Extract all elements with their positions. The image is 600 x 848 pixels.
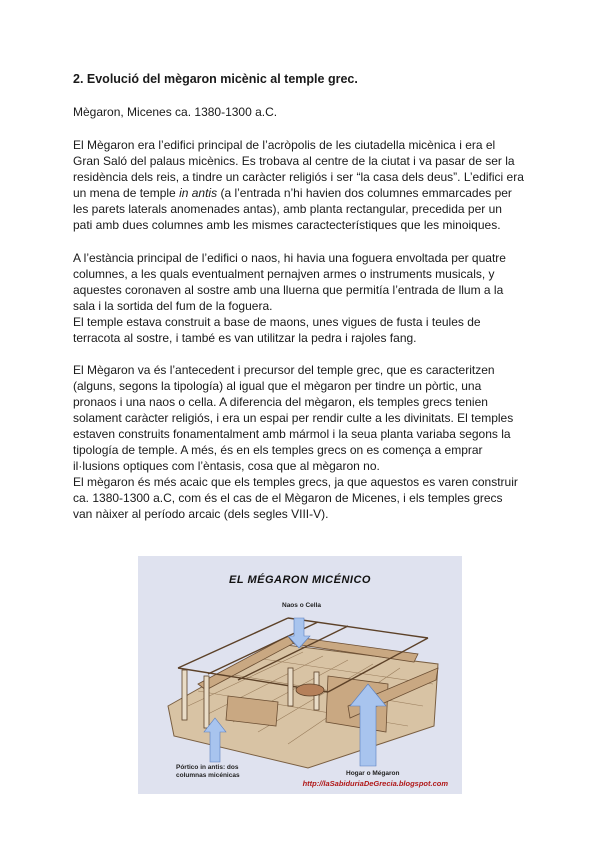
paragraph-line: les parets laterals anomenades antas), amb planta rectangular, precedida per un — [73, 202, 502, 216]
paragraph-line — [73, 185, 528, 201]
paragraph-line: El Mègaron va és l’antecedent i precursor del temple grec, que es caracteritzen — [73, 363, 495, 377]
label-hogar: Hogar o Mégaron — [346, 770, 400, 777]
paragraph-line: van nàixer al período arcaic (dels segles VIII-V). — [73, 507, 329, 521]
paragraph-line: sala i la sortida del fum de la foguera. — [73, 299, 273, 313]
paragraph-line: tipología de temple. A més, és en els temples grecs on es comença a emprar — [73, 443, 483, 457]
paragraph-line: El mègaron és més acaic que els temples grecs, ja que aquestos es varen construir — [73, 475, 518, 489]
paragraph-2 — [73, 250, 528, 346]
paragraph-line: il·lusions optiques com l’èntasis, cosa que al mègaron no. — [73, 459, 380, 473]
paragraph-line: solament caràcter religiós, i era un espai per rendir culte a les divinitats. El temples — [73, 411, 514, 425]
label-portico-line: Pórtico in antis: dos — [176, 764, 239, 771]
paragraph-line: terracota al sostre, i també es van utilitzar la pedra i rajoles fang. — [73, 331, 417, 345]
section-heading: 2. Evolució del mègaron micènic al temple grec. — [73, 72, 358, 86]
paragraph-line: El Mègaron era l’edifici principal de l’acròpolis de les ciutadella micènica i era el — [73, 138, 496, 152]
megaron-figure — [138, 556, 462, 794]
paragraph-line: estaven construits fonamentalment amb mármol i la seua planta variaba segons la — [73, 427, 511, 441]
paragraph-line: pati amb dues columnes amb les mismes caractecterístiques que les minoiques. — [73, 218, 501, 232]
label-portico-line: columnas micénicas — [176, 772, 240, 779]
paragraph-line: residència dels reis, a tindre un caràcter religiós i ser “la casa dels deus”. L’edifici era — [73, 170, 524, 184]
label-naos: Naos o Cella — [282, 602, 322, 609]
text-run: un mena de temple — [73, 186, 180, 200]
subtitle: Mègaron, Micenes ca. 1380-1300 a.C. — [73, 105, 278, 119]
figure-title: EL MÉGARON MICÉNICO — [229, 574, 371, 586]
paragraph-line: aquestes coronaven al sostre amb una lluerna que permitía l’entrada de llum a la — [73, 283, 504, 297]
paragraph-1 — [73, 137, 528, 233]
paragraph-line: ca. 1380-1300 a.C, com és el cas de el Mègaron de Micenes, i els temples grecs — [73, 491, 503, 505]
paragraph-3 — [73, 362, 528, 522]
label-portico — [176, 764, 240, 780]
paragraph-line: A l’estància principal de l’edifici o naos, hi havia una foguera envoltada per quatre — [73, 251, 506, 265]
paragraph-line: Gran Saló del palaus micènics. Es trobava al centre de la ciutat i va pasar de ser la — [73, 154, 515, 168]
paragraph-line: columnes, a les quals eventualment pernajven armes o instruments musicals, y — [73, 267, 495, 281]
figure-url: http://laSabiduriaDeGrecia.blogspot.com — [302, 779, 448, 788]
text-run: (a l’entrada n’hi havien dos columnes emmarcades per — [217, 186, 512, 200]
paragraph-line: El temple estava construit a base de maons, unes vigues de fusta i teules de — [73, 315, 481, 329]
megaron-illustration — [138, 556, 462, 794]
italic-term: in antis — [179, 186, 218, 200]
paragraph-line: (alguns, segons la tipología) al igual que el mègaron per tindre un pòrtic, una — [73, 379, 482, 393]
paragraph-line: pronaos i una naos o cella. A diferencia del mègaron, els temples grecs tenien — [73, 395, 488, 409]
